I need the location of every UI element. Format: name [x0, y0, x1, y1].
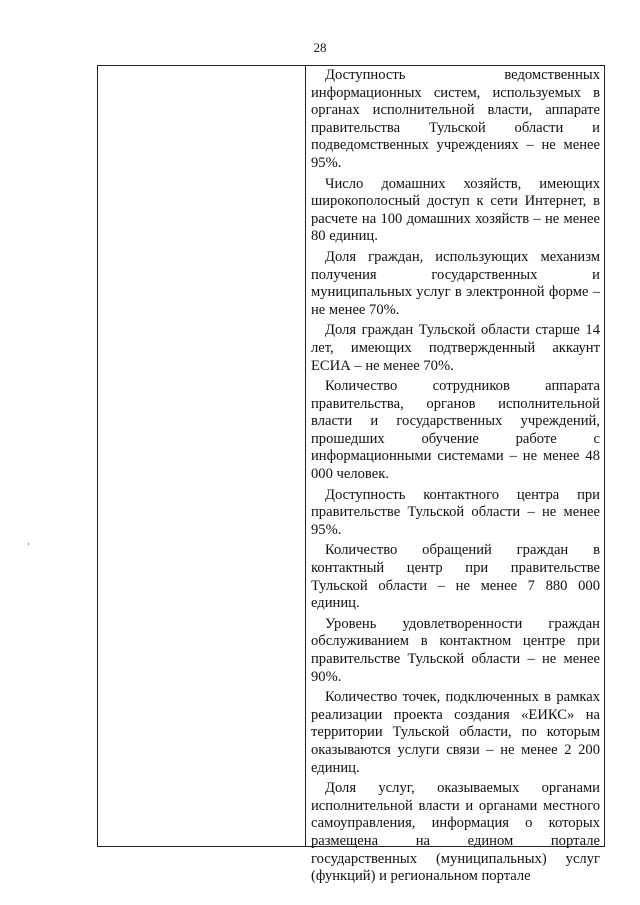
scan-artifact — [28, 543, 29, 545]
indicator-paragraph: Количество сотрудников аппарата правительства, органов исполнительной власти и государственных учреждений, прошедших обучение работе с информационными системами – не менее 48 000 человек. — [311, 378, 600, 483]
indicators-table — [97, 65, 605, 885]
table-left-cell — [98, 66, 306, 846]
indicator-paragraph: Доступность ведомственных информационных систем, используемых в органах исполнительной власти, аппарате правительства Тульской области и подведомственных учреждениях – не менее 95%. — [311, 67, 600, 171]
page-number: 28 — [313, 40, 327, 55]
table-right-cell — [306, 66, 604, 885]
indicator-paragraph: Количество обращений граждан в контактный центр при правительстве Тульской области – не менее 7 880 000 единиц. — [311, 542, 600, 612]
indicator-paragraph: Уровень удовлетворенности граждан обслуживанием в контактном центре при правительстве Тульской области – не менее 90%. — [311, 615, 600, 685]
indicator-paragraph: Количество точек, подключенных в рамках реализации проекта создания «ЕИКС» на территории Тульской области, по которым оказываются услуги связи – не менее 2 200 единиц. — [311, 689, 600, 776]
indicator-paragraph: Доля услуг, оказываемых органами исполнительной власти и органами местного самоуправления, информация о которых размещена на едином портале государственных (муниципальных) услуг (функций) и региональном портале — [311, 780, 600, 885]
indicator-paragraph: Доля граждан, использующих механизм получения государственных и муниципальных услуг в электронной форме – не менее 70%. — [311, 248, 600, 318]
indicator-paragraph: Доля граждан Тульской области старше 14 лет, имеющих подтвержденный аккаунт ЕСИА – не менее 70%. — [311, 322, 600, 374]
indicator-paragraph: Число домашних хозяйств, имеющих широкополосный доступ к сети Интернет, в расчете на 100 домашних хозяйств – не менее 80 единиц. — [311, 175, 600, 245]
indicator-paragraph: Доступность контактного центра при правительстве Тульской области – не менее 95%. — [311, 486, 600, 538]
